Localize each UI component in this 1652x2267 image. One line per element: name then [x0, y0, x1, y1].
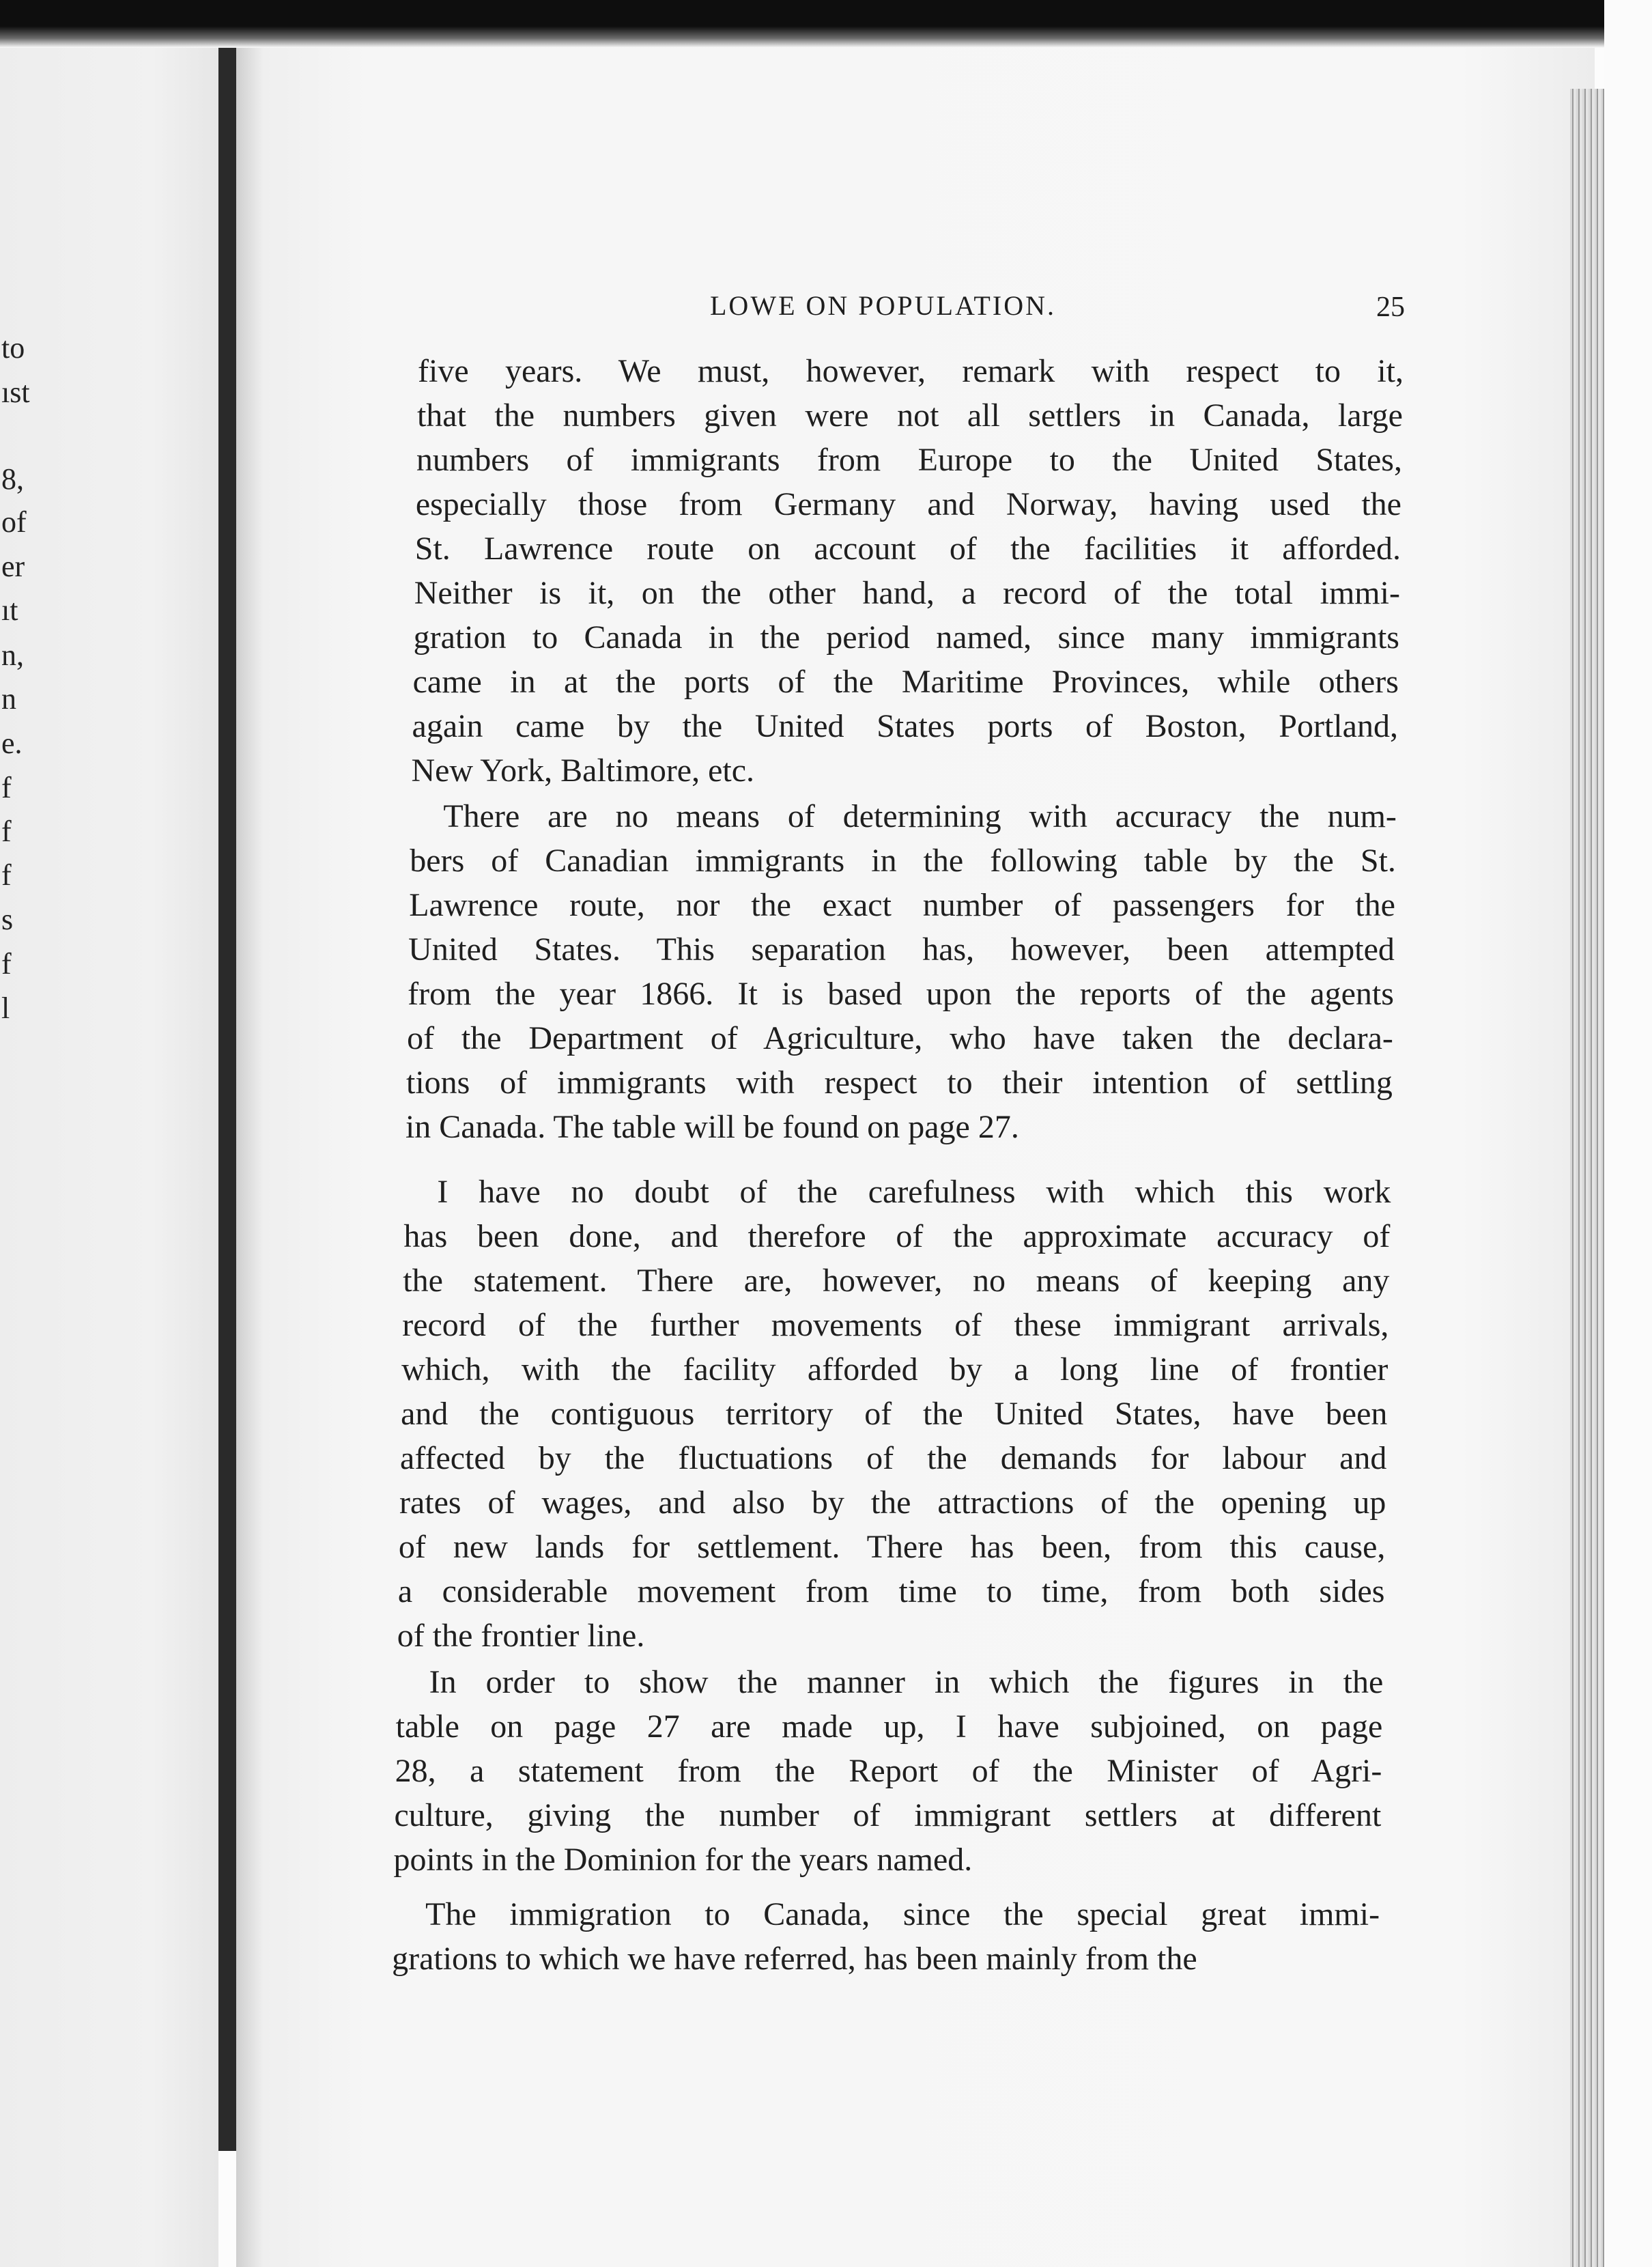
left-page-fragment: er — [1, 550, 25, 583]
text-line: New York, Baltimore, etc. — [411, 752, 755, 789]
text-line: gration to Canada in the period named, since many immigrants — [413, 619, 1399, 656]
left-page-fragment: ıt — [1, 593, 18, 627]
left-page-fragment: to — [1, 331, 25, 365]
text-line: the statement. There are, however, no means of keeping any — [403, 1263, 1390, 1299]
text-line: United States. This separation has, however, been attempted — [408, 931, 1395, 968]
left-page-fragment: f — [1, 858, 12, 892]
text-line: The immigration to Canada, since the special great immi- — [425, 1896, 1380, 1932]
text-line: especially those from Germany and Norway, having used the — [415, 486, 1401, 522]
text-line: In order to show the manner in which the figures in the — [429, 1664, 1384, 1700]
running-head: LOWE ON POPULATION. — [710, 290, 1056, 321]
text-line: which, with the facility afforded by a long line of frontier — [401, 1351, 1388, 1388]
text-line: of the Department of Agriculture, who have taken the declara- — [407, 1020, 1393, 1056]
left-page-fragment: ıst — [1, 376, 30, 409]
left-page-fragment: of — [1, 505, 27, 539]
text-line: 28, a statement from the Report of the Minister of Agri- — [395, 1753, 1382, 1789]
text-line: grations to which we have referred, has been mainly from the — [392, 1941, 1197, 1977]
book-gutter — [218, 48, 236, 2151]
left-page-fragment: e. — [1, 727, 23, 760]
text-line: has been done, and therefore of the approximate accuracy of — [403, 1218, 1391, 1254]
text-line: points in the Dominion for the years named. — [393, 1842, 973, 1878]
text-line: bers of Canadian immigrants in the following table by the St. — [410, 843, 1396, 879]
text-line: Neither is it, on the other hand, a record of the total immi- — [414, 575, 1400, 611]
text-line: table on page 27 are made up, I have subjoined, on page — [395, 1708, 1383, 1745]
text-line: five years. We must, however, remark with respect to it, — [418, 353, 1404, 389]
text-line: There are no means of determining with accuracy the num- — [443, 798, 1397, 834]
page-number: 25 — [1376, 292, 1405, 323]
scan-top-edge — [0, 0, 1652, 48]
page-stack-edge — [1570, 89, 1604, 2267]
left-page-fragment: s — [1, 903, 14, 936]
scan-right-margin — [1604, 0, 1652, 2267]
text-line: came in at the ports of the Maritime Provinces, while others — [412, 664, 1399, 700]
text-line: rates of wages, and also by the attractions of the opening up — [399, 1484, 1386, 1521]
left-page — [0, 48, 218, 2267]
gutter-shadow — [236, 48, 264, 2267]
left-page-fragment: f — [1, 771, 12, 804]
text-line: of new lands for settlement. There has been, from this cause, — [398, 1529, 1386, 1565]
left-page-fragment: n — [1, 682, 16, 716]
text-line: that the numbers given were not all settlers in Canada, large — [416, 397, 1403, 434]
text-line: culture, giving the number of immigrant settlers at different — [394, 1797, 1382, 1833]
left-page-fragment: l — [1, 991, 10, 1025]
text-line: and the contiguous territory of the United States, have been — [401, 1396, 1388, 1432]
left-page-fragment: n, — [1, 638, 24, 672]
text-line: Lawrence route, nor the exact number of passengers for the — [409, 887, 1395, 923]
text-line: a considerable movement from time to time, from both sides — [397, 1573, 1385, 1609]
text-line: St. Lawrence route on account of the facilities it afforded. — [414, 531, 1401, 567]
text-line: again came by the United States ports of Boston, Portland, — [412, 708, 1398, 744]
text-line: of the frontier line. — [397, 1618, 645, 1654]
text-line: affected by the fluctuations of the demands for labour and — [400, 1440, 1387, 1476]
text-line: numbers of immigrants from Europe to the United States, — [416, 442, 1402, 478]
left-page-fragment: 8, — [1, 462, 24, 496]
text-line: in Canada. The table will be found on page 27. — [405, 1109, 1019, 1145]
text-line: from the year 1866. It is based upon the reports of the agents — [408, 976, 1394, 1012]
left-page-fragment: f — [1, 815, 12, 848]
text-line: record of the further movements of these immigrant arrivals, — [402, 1307, 1389, 1343]
left-page-fragment: f — [1, 947, 12, 981]
text-line: I have no doubt of the carefulness with which this work — [437, 1174, 1391, 1210]
text-line: tions of immigrants with respect to their intention of settling — [406, 1065, 1393, 1101]
